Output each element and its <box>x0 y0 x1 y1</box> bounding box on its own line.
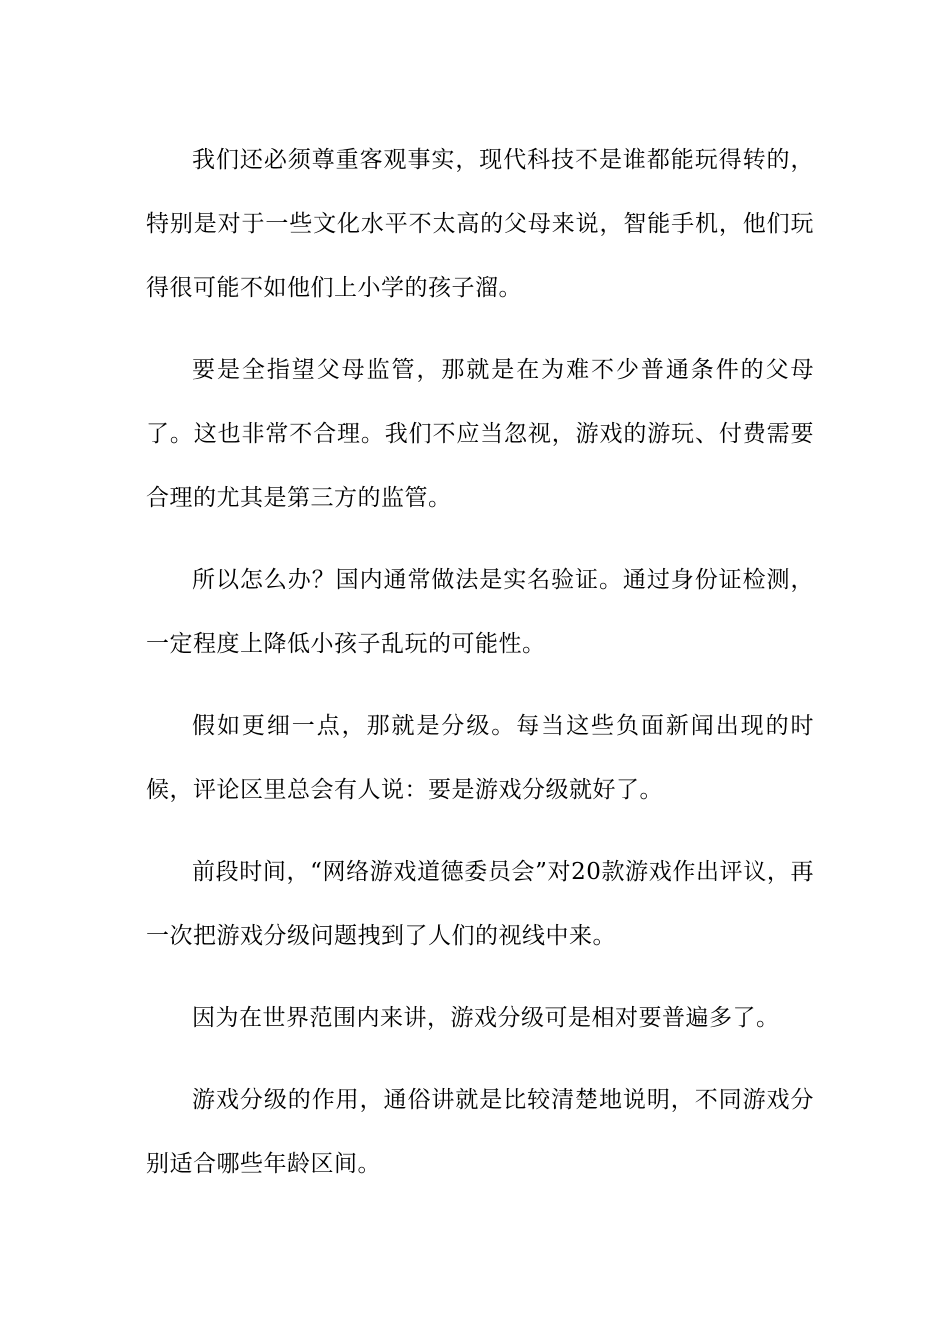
paragraph-6: 因为在世界范围内来讲，游戏分级可是相对要普遍多了。 <box>192 1005 780 1031</box>
document-body <box>146 128 814 1196</box>
paragraph-7: 游戏分级的作用，通俗讲就是比较清楚地说明，不同游戏分别适合哪些年龄区间。 <box>146 1087 814 1177</box>
paragraph-5: 前段时间，“网络游戏道德委员会”对20款游戏作出评议，再一次把游戏分级问题拽到了人们的视线中来。 <box>146 859 814 949</box>
paragraph-2: 要是全指望父母监管，那就是在为难不少普通条件的父母了。这也非常不合理。我们不应当忽视，游戏的游玩、付费需要合理的尤其是第三方的监管。 <box>146 357 814 511</box>
paragraph-4: 假如更细一点，那就是分级。每当这些负面新闻出现的时候，评论区里总会有人说：要是游戏分级就好了。 <box>146 713 814 803</box>
paragraph-1: 我们还必须尊重客观事实，现代科技不是谁都能玩得转的，特别是对于一些文化水平不太高的父母来说，智能手机，他们玩得很可能不如他们上小学的孩子溜。 <box>146 147 814 301</box>
paragraph-3: 所以怎么办？国内通常做法是实名验证。通过身份证检测，一定程度上降低小孩子乱玩的可能性。 <box>146 567 814 657</box>
